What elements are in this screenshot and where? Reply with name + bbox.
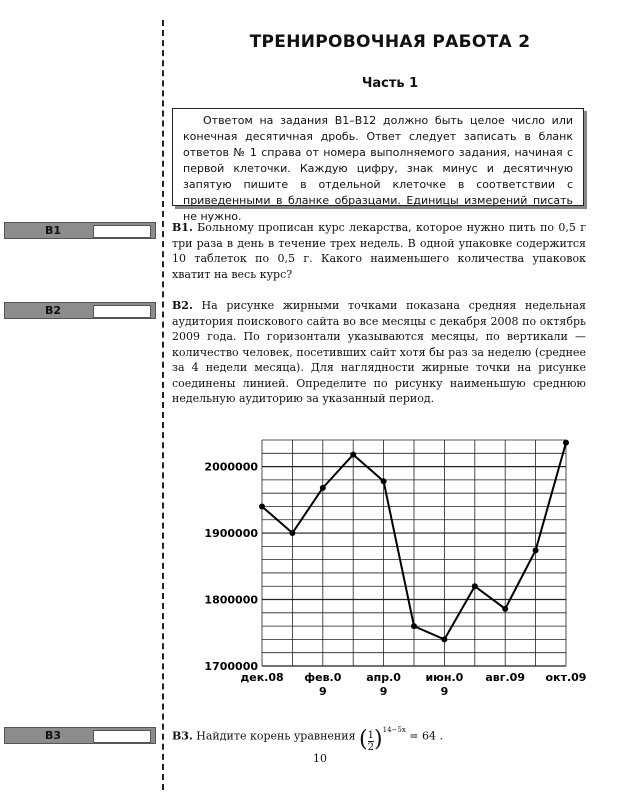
y-tick-label: 2000000 <box>204 460 258 474</box>
task-number: B3. <box>172 729 193 743</box>
fraction-numerator: 1 <box>367 730 375 741</box>
data-point <box>381 478 387 484</box>
task-text: Больному прописан курс лекарства, которое нужно пить по 0,5 г три раза в день в течение трех недель. В одной упаковке содержится 10 таблеток по 0,5 г. Какого наименьшего количества упаковок хватит на весь курс? <box>172 221 586 281</box>
answer-field[interactable] <box>93 305 151 318</box>
task-text: На рисунке жирными точками показана средняя недельная аудитория поискового сайта во все месяцы с декабря 2008 по октябрь 2009 года. По горизонтали указываются месяцы, по вертикали — количество человек, посетивших сайт хотя бы раз за неделю (среднее за 4 недели месяца). Для наглядности жирные точки на рисунке соединены линией. Определите по рисунку наименьшую среднюю недельную аудиторию за указанный период. <box>172 299 586 405</box>
answer-box-label: B3 <box>45 729 62 742</box>
answer-box-b2 <box>4 302 156 319</box>
answer-box-label: B2 <box>45 304 62 317</box>
cut-line <box>162 20 164 790</box>
data-point <box>502 606 508 612</box>
data-point <box>533 547 539 553</box>
x-tick-label: фев.0 <box>304 671 342 684</box>
x-tick-label: июн.0 <box>425 671 464 684</box>
page-number: 10 <box>313 752 327 765</box>
x-tick-label-line2: 9 <box>379 685 388 698</box>
equation-exponent: 14−5x <box>382 726 406 734</box>
instruction-box: Ответом на задания В1–В12 должно быть целое число или конечная десятичная дробь. Ответ следует записать в бланк ответов № 1 справа от номера выполняемого задания, начиная с первой клеточки. Каждую цифру, знак минус и десятичную запятую пишите в отдельной клеточке в соответствии с приведенными в бланке образцами. Единицы измерений писать не нужно. <box>172 108 584 206</box>
part-heading: Часть 1 <box>361 76 419 91</box>
fraction-denominator: 2 <box>367 742 375 753</box>
y-tick-label: 1800000 <box>204 593 258 607</box>
y-tick-label: 1700000 <box>204 660 258 673</box>
x-tick-label: апр.0 <box>366 671 401 684</box>
x-tick-label: окт.09 <box>545 671 587 684</box>
answer-box-b1 <box>4 222 156 239</box>
task-text: Найдите корень уравнения <box>196 729 356 743</box>
answer-box-b3 <box>4 727 156 744</box>
x-tick-label: дек.08 <box>240 671 284 684</box>
data-point <box>411 623 417 629</box>
answer-field[interactable] <box>93 730 151 743</box>
task-b1 <box>172 220 586 282</box>
x-tick-label: авг.09 <box>485 671 526 684</box>
answer-field[interactable] <box>93 225 151 238</box>
data-point <box>289 530 295 536</box>
y-tick-label: 1900000 <box>204 527 258 541</box>
x-tick-label-line2: 9 <box>318 685 327 698</box>
page-title: ТРЕНИРОВОЧНАЯ РАБОТА 2 <box>249 32 531 52</box>
data-point <box>441 636 447 642</box>
data-point <box>259 503 265 509</box>
data-point <box>472 583 478 589</box>
task-number: B2. <box>172 299 193 312</box>
answer-box-label: B1 <box>45 224 62 237</box>
x-tick-label-line2: 9 <box>440 685 449 698</box>
equation-result: = 64 . <box>409 729 444 743</box>
task-number: B1. <box>172 221 193 234</box>
equation-fraction: ( $\frac{1}{2}$ )$^{14-5x}$ <box>359 726 406 753</box>
task-b2 <box>172 298 586 407</box>
audience-line-chart <box>200 432 590 702</box>
task-b3 <box>172 720 586 753</box>
data-point <box>563 440 569 446</box>
data-point <box>320 485 326 491</box>
data-point <box>350 452 356 458</box>
